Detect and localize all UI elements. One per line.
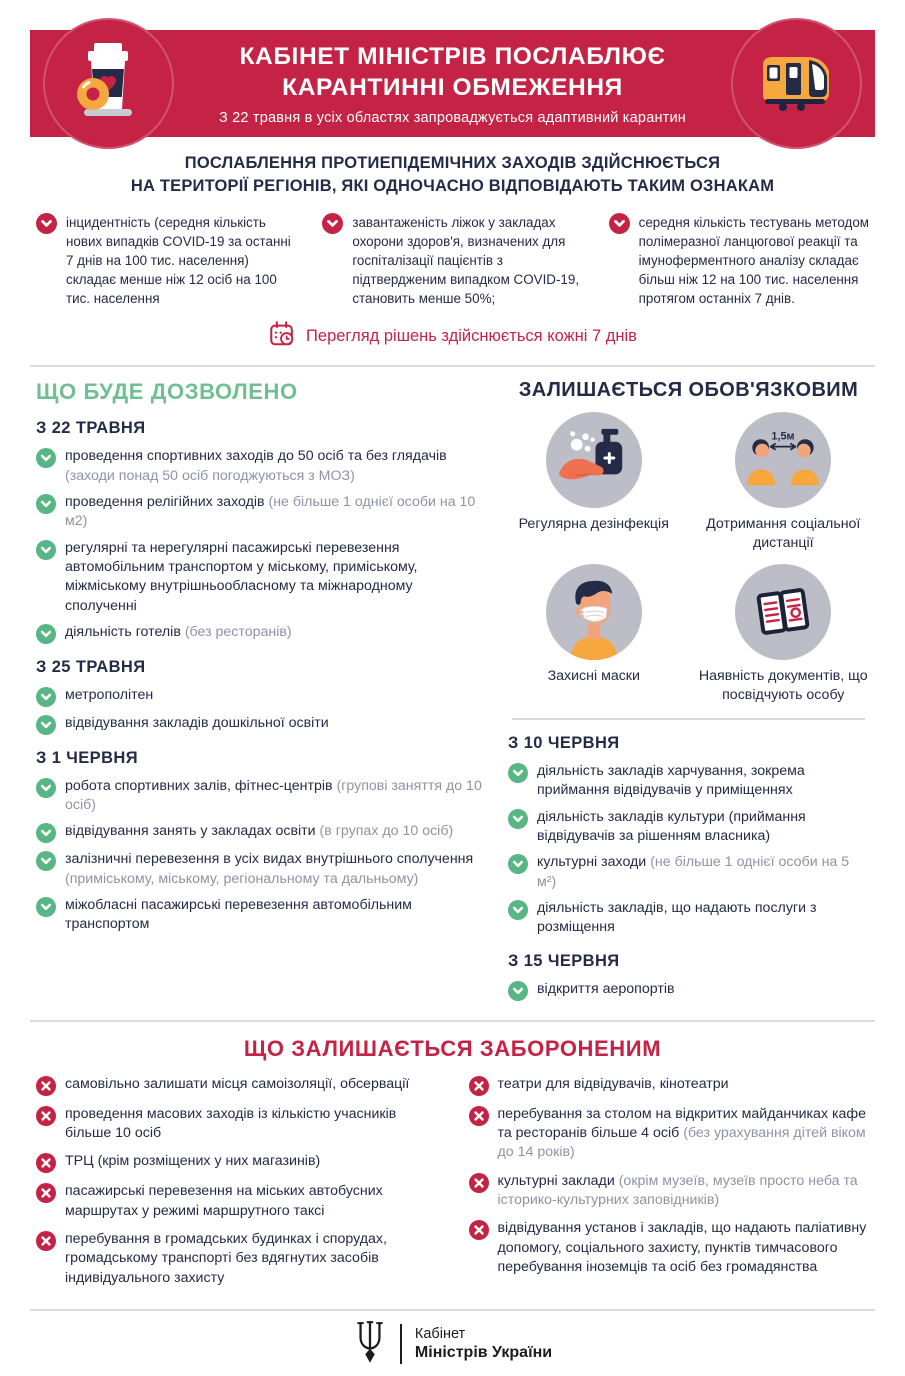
check-badge-icon <box>508 763 528 801</box>
item-note: (групові заняття до 10 осіб) <box>65 777 482 814</box>
cross-badge-icon <box>36 1106 56 1144</box>
date-group <box>36 749 484 935</box>
item-text: метрополітен <box>65 686 154 703</box>
prohibited-title: ЩО ЗАЛИШАЄТЬСЯ ЗАБОРОНЕНИМ <box>243 1035 662 1061</box>
review-note-text: Перегляд рішень здійснюється кожні 7 днів <box>306 327 637 346</box>
ukraine-trident-icon <box>353 1319 387 1370</box>
criterion-text: завантаженість ліжок у закладах охорони здоров'я, визначених для госпіталізації пацієнтів з підтвердженим випадком COVID-19, становить менше 50%; <box>352 215 580 307</box>
item-text: регулярні та нерегулярні пасажирські перевезення автомобільним транспортом у міському, приміському, міжміському внутрішньообласному та міжнародному сполученні <box>65 539 418 614</box>
footer-org-line1: Кабінет <box>414 1326 466 1343</box>
allowed-item <box>36 493 484 532</box>
item-text: діяльність готелів <box>65 623 185 640</box>
item-text-wrap <box>537 899 869 938</box>
face-mask-icon <box>546 564 642 660</box>
mandatory-icon-cell <box>546 564 642 704</box>
mandatory-caption: Захисні маски <box>547 668 640 685</box>
intro-line1: ПОСЛАБЛЕННЯ ПРОТИЕПІДЕМІЧНИХ ЗАХОДІВ ЗДІЙСНЮЄТЬСЯ <box>184 154 721 172</box>
cross-badge-icon <box>36 1076 56 1096</box>
hand-disinfection-icon <box>546 412 642 508</box>
item-text-wrap <box>65 686 153 707</box>
mandatory-groups <box>508 734 869 1001</box>
prohibited-columns <box>0 1075 905 1297</box>
allowed-item <box>36 623 484 644</box>
footer <box>0 1319 905 1376</box>
check-badge-icon <box>508 981 528 1001</box>
divider <box>30 1309 875 1311</box>
item-text: театри для відвідувачів, кінотеатри <box>497 1075 729 1092</box>
allowed-item <box>36 686 484 707</box>
cross-badge-icon <box>469 1106 489 1163</box>
item-text: культурні заходи <box>537 854 651 871</box>
item-text: самовільно залишати місця самоізоляції, обсервації <box>65 1075 410 1092</box>
item-text-wrap <box>65 447 484 486</box>
mandatory-icon-cell <box>698 564 870 704</box>
item-text: діяльність закладів, що надають послуги з розміщення <box>537 900 817 936</box>
check-badge-icon <box>508 900 528 938</box>
item-text-wrap <box>537 762 869 801</box>
item-text: міжобласні пасажирські перевезення автомобільним транспортом <box>65 897 412 933</box>
item-text: відвідування установ і закладів, що надають паліативну допомогу, соціального захисту, пунктів тимчасового перебування іноземців та осіб без громадянства <box>497 1220 867 1275</box>
divider <box>30 1020 875 1022</box>
item-text-wrap <box>65 1105 437 1144</box>
item-text-wrap <box>65 777 484 816</box>
mandatory-section <box>508 379 869 1007</box>
item-note: (окрім музеїв, музеїв просто неба та історико-культурних заповідників) <box>497 1172 858 1208</box>
allowed-item <box>36 714 484 735</box>
date-heading: З 15 ЧЕРВНЯ <box>508 951 620 970</box>
date-group <box>36 419 484 644</box>
date-heading: З 10 ЧЕРВНЯ <box>508 734 620 753</box>
item-text-wrap <box>65 896 484 935</box>
group-items <box>36 777 484 935</box>
criterion-item <box>36 213 296 308</box>
item-note: (в групах до 10 осіб) <box>319 823 454 840</box>
item-text: культурні заклади <box>497 1172 619 1189</box>
check-badge-icon <box>36 823 56 843</box>
check-badge-icon <box>36 778 56 816</box>
allowed-item <box>36 850 484 889</box>
group-items <box>508 762 869 938</box>
item-note: (не більше 1 однієї особи на 10 м2) <box>65 493 476 530</box>
group-items <box>508 980 869 1001</box>
check-badge-icon <box>508 809 528 847</box>
mandatory-item <box>508 808 869 847</box>
cross-badge-icon <box>36 1183 56 1221</box>
mandatory-icon-cell <box>519 412 669 552</box>
allowed-item <box>36 539 484 616</box>
item-text: відвідування закладів дошкільної освіти <box>65 714 329 731</box>
prohibited-item <box>469 1075 870 1096</box>
chevron-down-badge-icon <box>609 213 630 308</box>
criterion-item <box>609 213 869 308</box>
item-text: проведення масових заходів із кількістю учасників більше 10 осіб <box>65 1105 397 1141</box>
page-subtitle: З 22 травня в усіх областях запроваджується адаптивний карантин <box>218 110 687 127</box>
item-text: діяльність закладів культури (приймання відвідувачів за рішенням власника) <box>537 808 806 845</box>
item-text-wrap <box>65 1230 437 1288</box>
mandatory-icon-cell <box>698 412 870 552</box>
mandatory-caption: Дотримання соціальної дистанції <box>706 516 861 551</box>
item-text: діяльність закладів харчування, зокрема приймання відвідувачів у приміщеннях <box>537 763 805 799</box>
prohibited-item <box>469 1219 870 1277</box>
prohibited-right-column <box>469 1075 870 1297</box>
check-badge-icon <box>36 687 56 707</box>
allowed-item <box>36 896 484 935</box>
item-text-wrap <box>65 1075 409 1096</box>
item-text-wrap <box>65 850 484 889</box>
cross-badge-icon <box>469 1173 489 1211</box>
item-text-wrap <box>65 623 292 644</box>
item-text-wrap <box>65 1182 437 1221</box>
mandatory-caption: Регулярна дезінфекція <box>518 516 669 533</box>
cross-badge-icon <box>36 1231 56 1288</box>
prohibited-item <box>36 1152 437 1173</box>
criterion-text: інцидентність (середня кількість нових випадків COVID-19 за останні 7 днів на 100 тис. населення) складає менше ніж 12 осіб на 100 тис. населення <box>66 215 291 307</box>
item-text: перебування за столом на відкритих майданчиках кафе та ресторанів більше 4 осіб <box>497 1105 866 1141</box>
page-title-line1: КАБІНЕТ МІНІСТРІВ ПОСЛАБЛЮЄ <box>239 42 666 70</box>
criterion-text: середня кількість тестувань методом полімеразної ланцюгової реакції та імуноферментного аналізу складає більш ніж 12 на 100 тис. населення протягом останніх 7 днів. <box>638 215 869 307</box>
mandatory-item <box>508 899 869 938</box>
check-badge-icon <box>36 540 56 616</box>
allowed-item <box>36 777 484 816</box>
item-text-wrap <box>498 1219 870 1277</box>
mandatory-item <box>508 762 869 801</box>
item-text: залізничні перевезення в усіх видах внутрішнього сполучення <box>65 851 474 868</box>
intro-heading <box>0 152 905 198</box>
item-text-wrap <box>65 822 453 843</box>
allowed-section <box>36 379 484 1007</box>
item-note: (не більше 1 однієї особи на 5 м²) <box>537 854 850 890</box>
prohibited-item <box>36 1105 437 1144</box>
mandatory-item <box>508 853 869 892</box>
criterion-item <box>322 213 582 308</box>
item-text-wrap <box>537 980 675 1001</box>
date-heading: З 25 ТРАВНЯ <box>36 657 146 676</box>
mandatory-icon-grid <box>508 412 869 704</box>
id-documents-icon <box>735 564 831 660</box>
prohibited-left-column <box>36 1075 437 1297</box>
mandatory-item <box>508 980 869 1001</box>
allowed-item <box>36 447 484 486</box>
divider <box>30 365 875 367</box>
item-note: (приміському, міському, регіональному та дальньому) <box>65 870 419 887</box>
check-badge-icon <box>36 851 56 889</box>
prohibited-item <box>36 1182 437 1221</box>
check-badge-icon <box>36 448 56 486</box>
check-badge-icon <box>36 715 56 735</box>
item-text: перебування в громадських будинках і спорудах, громадському транспорті без вдягнутих засобів індивідуального захисту <box>65 1230 387 1286</box>
prohibited-item <box>36 1075 437 1096</box>
item-text-wrap <box>65 539 484 616</box>
group-items <box>36 686 484 735</box>
mandatory-caption: Наявність документів, що посвідчують особу <box>698 668 868 703</box>
coffee-cup-donut-icon <box>61 33 157 134</box>
footer-org-name <box>415 1325 552 1363</box>
intro-line2: НА ТЕРИТОРІЇ РЕГІОНІВ, ЯКІ ОДНОЧАСНО ВІДПОВІДАЮТЬ ТАКИМ ОЗНАКАМ <box>130 177 775 196</box>
prohibited-item <box>469 1172 870 1211</box>
item-text: ТРЦ (крім розміщених у них магазинів) <box>65 1153 321 1170</box>
cross-badge-icon <box>469 1076 489 1096</box>
date-group <box>508 734 869 938</box>
item-text: відкриття аеропортів <box>537 980 675 997</box>
check-badge-icon <box>36 624 56 644</box>
chevron-down-badge-icon <box>322 213 343 308</box>
item-note: (без ресторанів) <box>184 623 292 640</box>
date-heading: З 1 ЧЕРВНЯ <box>36 748 138 767</box>
check-badge-icon <box>508 854 528 892</box>
prohibited-item <box>36 1230 437 1288</box>
mandatory-title: ЗАЛИШАЄТЬСЯ ОБОВ'ЯЗКОВИМ <box>518 379 859 402</box>
social-distance-icon <box>735 412 831 508</box>
prohibited-section <box>0 1036 905 1297</box>
distance-label: 1,5м <box>771 431 795 444</box>
header-right-badge <box>731 18 862 149</box>
cross-badge-icon <box>36 1153 56 1173</box>
date-group <box>508 952 869 1001</box>
header-left-badge <box>43 18 174 149</box>
main-columns <box>0 379 905 1007</box>
allowed-title: ЩО БУДЕ ДОЗВОЛЕНО <box>36 379 298 405</box>
item-text: пасажирські перевезення на міських автобусних маршрутах у режимі маршрутного таксі <box>65 1183 383 1219</box>
footer-org-line2: Міністрів України <box>414 1344 553 1362</box>
item-text: робота спортивних залів, фітнес-центрів <box>65 777 337 794</box>
page-title-line2: КАРАНТИННІ ОБМЕЖЕННЯ <box>282 74 623 101</box>
allowed-item <box>36 822 484 843</box>
allowed-groups <box>36 419 484 934</box>
train-icon <box>749 33 845 134</box>
date-heading: З 22 ТРАВНЯ <box>36 419 146 438</box>
group-items <box>36 447 484 644</box>
item-text-wrap <box>537 853 869 892</box>
item-text: проведення спортивних заходів до 50 осіб та без глядачів <box>65 448 447 465</box>
infographic-page <box>0 30 905 1362</box>
chevron-down-badge-icon <box>36 213 57 308</box>
item-note: (без урахування дітей віком до 14 років) <box>497 1124 866 1161</box>
item-text-wrap <box>65 1152 320 1173</box>
item-text-wrap <box>498 1172 870 1211</box>
item-text-wrap <box>498 1075 729 1096</box>
item-text-wrap <box>65 493 484 532</box>
item-text-wrap <box>537 808 869 847</box>
header-banner <box>30 30 875 137</box>
item-text: проведення релігійних заходів <box>65 493 269 510</box>
item-note: (заходи понад 50 осіб погоджуються з МОЗ) <box>65 467 355 484</box>
check-badge-icon <box>36 494 56 532</box>
prohibited-item <box>469 1105 870 1163</box>
item-text-wrap <box>498 1105 870 1163</box>
divider <box>512 718 865 720</box>
calendar-clock-icon <box>268 320 296 353</box>
date-group <box>36 658 484 735</box>
check-badge-icon <box>36 897 56 935</box>
cross-badge-icon <box>469 1220 489 1277</box>
review-note <box>0 320 905 353</box>
item-text-wrap <box>65 714 329 735</box>
criteria-row <box>0 213 905 308</box>
footer-separator <box>400 1324 402 1364</box>
item-text: відвідування занять у закладах освіти <box>65 823 320 840</box>
